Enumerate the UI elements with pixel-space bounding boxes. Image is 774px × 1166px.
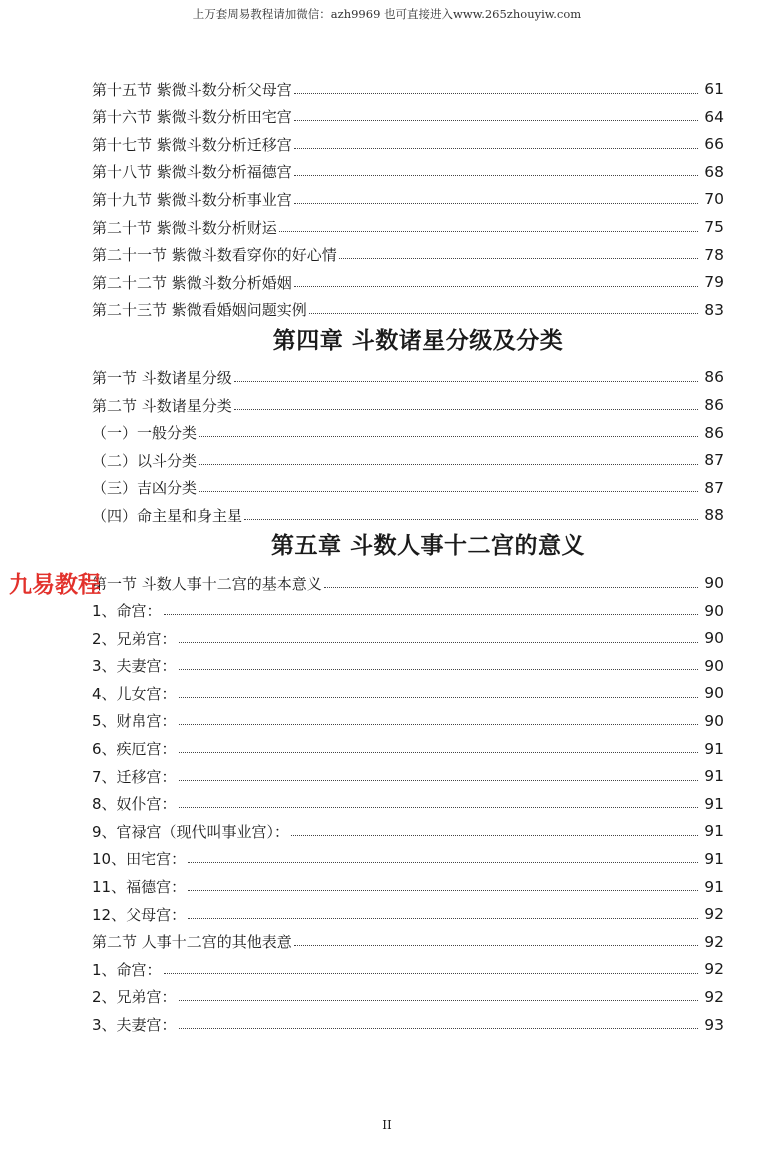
toc-entry-title: 10、田宅宫： bbox=[92, 850, 187, 869]
dot-leader bbox=[279, 231, 698, 232]
toc-entry bbox=[92, 496, 724, 524]
toc-entry-page: 87 bbox=[704, 451, 724, 470]
table-of-contents bbox=[92, 70, 724, 1033]
toc-entry-page: 86 bbox=[704, 368, 724, 387]
toc-entry bbox=[92, 263, 724, 291]
dot-leader bbox=[234, 381, 698, 382]
dot-leader bbox=[199, 464, 698, 465]
toc-entry bbox=[92, 895, 724, 923]
dot-leader bbox=[179, 669, 698, 670]
toc-entry bbox=[92, 180, 724, 208]
toc-entry bbox=[92, 647, 724, 675]
toc-entry-page: 91 bbox=[704, 822, 724, 841]
toc-entry-page: 91 bbox=[704, 794, 724, 813]
toc-entry-title: 第二节 人事十二宫的其他表意 bbox=[92, 933, 292, 952]
toc-entry-page: 90 bbox=[704, 629, 724, 648]
toc-entry bbox=[92, 592, 724, 620]
toc-entry-title: 第二十二节 紫微斗数分析婚姻 bbox=[92, 273, 292, 292]
toc-entry-title: 6、疾厄宫： bbox=[92, 740, 177, 759]
dot-leader bbox=[179, 642, 698, 643]
toc-entry-page: 87 bbox=[704, 478, 724, 497]
toc-entry bbox=[92, 469, 724, 497]
toc-entry-page: 64 bbox=[704, 107, 724, 126]
toc-entry-title: 5、财帛宫： bbox=[92, 712, 177, 731]
toc-entry bbox=[92, 923, 724, 951]
toc-entry-title: 8、奴仆宫： bbox=[92, 795, 177, 814]
toc-entry-page: 90 bbox=[704, 684, 724, 703]
toc-entry-title: 第二十三节 紫微看婚姻问题实例 bbox=[92, 301, 307, 320]
toc-group-a bbox=[92, 70, 724, 318]
toc-entry bbox=[92, 950, 724, 978]
toc-entry-page: 92 bbox=[704, 932, 724, 951]
toc-entry-page: 91 bbox=[704, 767, 724, 786]
dot-leader bbox=[188, 862, 698, 863]
toc-group-b bbox=[92, 358, 724, 524]
dot-leader bbox=[179, 1000, 698, 1001]
toc-entry-title: 第二节 斗数诸星分类 bbox=[92, 396, 232, 415]
dot-leader bbox=[188, 890, 698, 891]
toc-entry-page: 86 bbox=[704, 396, 724, 415]
toc-entry-page: 91 bbox=[704, 849, 724, 868]
toc-entry-page: 92 bbox=[704, 905, 724, 924]
dot-leader bbox=[294, 203, 698, 204]
dot-leader bbox=[294, 93, 698, 94]
toc-entry bbox=[92, 236, 724, 264]
dot-leader bbox=[291, 835, 698, 836]
toc-entry-page: 83 bbox=[704, 300, 724, 319]
dot-leader bbox=[164, 973, 698, 974]
toc-entry-page: 79 bbox=[704, 273, 724, 292]
toc-entry-page: 92 bbox=[704, 960, 724, 979]
dot-leader bbox=[179, 724, 698, 725]
toc-entry bbox=[92, 729, 724, 757]
toc-entry-title: 9、官禄宫（现代叫事业宫）： bbox=[92, 822, 290, 841]
toc-entry-page: 88 bbox=[704, 506, 724, 525]
toc-entry bbox=[92, 812, 724, 840]
toc-entry bbox=[92, 70, 724, 98]
chapter-heading-5: 第五章 斗数人事十二宫的意义 bbox=[270, 533, 585, 560]
toc-entry-title: （二）以斗分类 bbox=[92, 451, 198, 470]
toc-entry bbox=[92, 619, 724, 647]
toc-entry-page: 68 bbox=[704, 162, 724, 181]
header-banner: 上万套周易教程请加微信：azh9969 也可直接进入www.265zhouyiw.com bbox=[192, 7, 582, 21]
toc-entry bbox=[92, 153, 724, 181]
toc-entry bbox=[92, 441, 724, 469]
dot-leader bbox=[294, 148, 698, 149]
dot-leader bbox=[199, 491, 698, 492]
toc-entry-page: 91 bbox=[704, 739, 724, 758]
toc-entry bbox=[92, 414, 724, 442]
dot-leader bbox=[339, 258, 698, 259]
toc-entry-title: 11、福德宫： bbox=[92, 878, 187, 897]
toc-entry bbox=[92, 840, 724, 868]
dot-leader bbox=[188, 918, 698, 919]
toc-entry-page: 70 bbox=[704, 190, 724, 209]
dot-leader bbox=[324, 587, 698, 588]
toc-group-c bbox=[92, 564, 724, 1033]
toc-entry-page: 75 bbox=[704, 218, 724, 237]
toc-entry-title: 第十五节 紫微斗数分析父母宫 bbox=[92, 80, 292, 99]
toc-entry-title: 第二十一节 紫微斗数看穿你的好心情 bbox=[92, 246, 337, 265]
toc-entry-page: 90 bbox=[704, 711, 724, 730]
toc-entry-title: 第十七节 紫微斗数分析迁移宫 bbox=[92, 135, 292, 154]
toc-entry-page: 91 bbox=[704, 877, 724, 896]
toc-entry-title: 1、命宫： bbox=[92, 602, 162, 621]
dot-leader bbox=[179, 807, 698, 808]
page-number: II bbox=[382, 1118, 392, 1132]
toc-entry-title: 2、兄弟宫： bbox=[92, 629, 177, 648]
dot-leader bbox=[294, 945, 698, 946]
toc-entry bbox=[92, 98, 724, 126]
toc-entry-title: （一）一般分类 bbox=[92, 424, 198, 443]
toc-entry bbox=[92, 978, 724, 1006]
toc-entry-title: 3、夫妻宫： bbox=[92, 1016, 177, 1034]
dot-leader bbox=[294, 286, 698, 287]
toc-entry-page: 78 bbox=[704, 245, 724, 264]
toc-entry-page: 61 bbox=[704, 80, 724, 99]
dot-leader bbox=[179, 780, 698, 781]
toc-entry-title: 第十九节 紫微斗数分析事业宫 bbox=[92, 190, 292, 209]
toc-entry-title: 4、儿女宫： bbox=[92, 684, 177, 703]
toc-entry-page: 66 bbox=[704, 135, 724, 154]
toc-entry-title: 1、命宫： bbox=[92, 960, 162, 979]
dot-leader bbox=[294, 175, 698, 176]
toc-entry-title: （三）吉凶分类 bbox=[92, 479, 198, 498]
toc-entry-page: 92 bbox=[704, 987, 724, 1006]
toc-entry bbox=[92, 785, 724, 813]
toc-entry bbox=[92, 757, 724, 785]
dot-leader bbox=[234, 409, 698, 410]
toc-entry-title: 第十八节 紫微斗数分析福德宫 bbox=[92, 163, 292, 182]
toc-entry-page: 90 bbox=[704, 574, 724, 592]
toc-entry bbox=[92, 125, 724, 153]
toc-entry bbox=[92, 867, 724, 895]
dot-leader bbox=[294, 120, 698, 121]
dot-leader bbox=[244, 519, 698, 520]
toc-entry-title: （四）命主星和身主星 bbox=[92, 506, 243, 525]
toc-entry bbox=[92, 386, 724, 414]
toc-entry bbox=[92, 1005, 724, 1033]
toc-entry-title: 7、迁移宫： bbox=[92, 767, 177, 786]
toc-entry bbox=[92, 291, 724, 319]
toc-entry-title: 3、夫妻宫： bbox=[92, 657, 177, 676]
dot-leader bbox=[179, 752, 698, 753]
toc-entry-page: 93 bbox=[704, 1015, 724, 1034]
watermark-logo: 九易教程 bbox=[9, 572, 101, 598]
toc-entry-page: 90 bbox=[704, 601, 724, 620]
toc-entry-title: 12、父母宫： bbox=[92, 905, 187, 924]
toc-entry-page: 86 bbox=[704, 423, 724, 442]
dot-leader bbox=[179, 1028, 698, 1029]
toc-entry-title: 第一节 斗数诸星分级 bbox=[92, 368, 232, 387]
dot-leader bbox=[199, 436, 698, 437]
toc-entry-title: 2、兄弟宫： bbox=[92, 988, 177, 1007]
toc-entry-title: 第一节 斗数人事十二宫的基本意义 bbox=[92, 574, 322, 593]
toc-entry bbox=[92, 564, 724, 592]
toc-entry bbox=[92, 358, 724, 386]
chapter-heading-4: 第四章 斗数诸星分级及分类 bbox=[272, 327, 564, 354]
toc-entry bbox=[92, 702, 724, 730]
toc-entry-page: 90 bbox=[704, 656, 724, 675]
toc-entry-title: 第二十节 紫微斗数分析财运 bbox=[92, 218, 277, 237]
dot-leader bbox=[179, 697, 698, 698]
toc-entry bbox=[92, 208, 724, 236]
dot-leader bbox=[309, 313, 698, 314]
toc-entry-title: 第十六节 紫微斗数分析田宅宫 bbox=[92, 108, 292, 127]
dot-leader bbox=[164, 614, 698, 615]
toc-entry bbox=[92, 674, 724, 702]
